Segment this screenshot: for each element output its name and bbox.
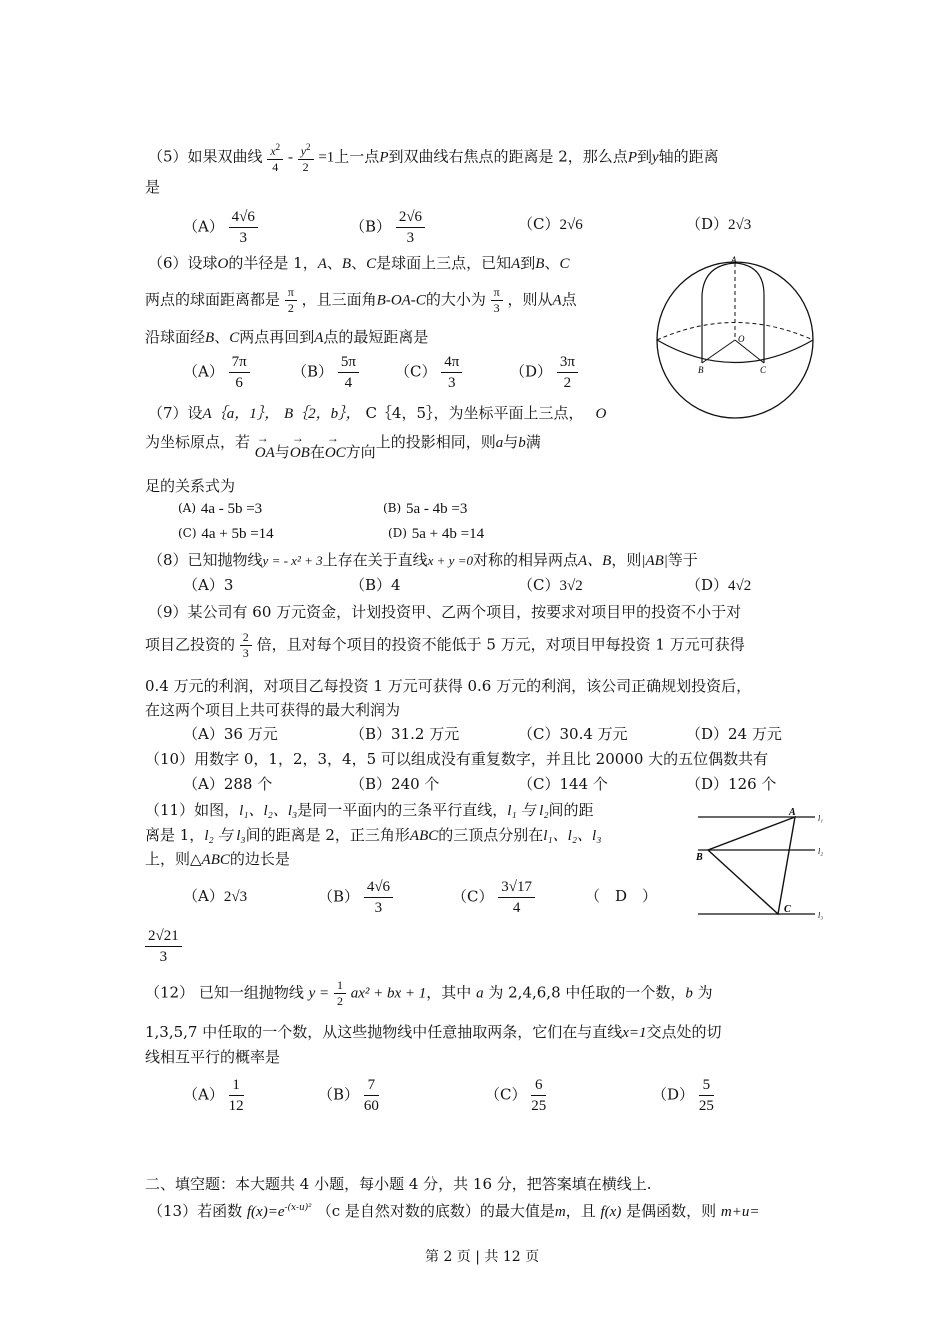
q7-text4: 与	[503, 433, 519, 451]
q6-option-a	[183, 352, 250, 393]
q12-option-a	[183, 1075, 244, 1116]
q13-text3: ，且	[565, 1202, 596, 1220]
q7-opt-d-label: (D)	[388, 526, 407, 540]
q11-abc2: ABC	[201, 852, 230, 868]
q7-o: O	[595, 406, 607, 422]
q5-opt-c-val: 2√6	[559, 217, 583, 233]
q6-frac-pi3: $\frac{\pi}{3}$	[491, 285, 503, 316]
tri-label-l2: l₂	[818, 847, 824, 856]
q13-text4: 是偶函数，则	[626, 1202, 717, 1220]
section-title: 二、填空题：本大题共 4 小题，每小题 4 分，共 16 分，把答案填在横线上.	[145, 1175, 652, 1193]
sphere-label-a: A	[731, 255, 737, 265]
q13-mu: m+u=	[720, 1204, 760, 1220]
q6-dihedral: B-OA-C	[376, 292, 426, 309]
q7-zai: 在	[309, 445, 325, 461]
q6-line2	[145, 285, 577, 316]
q5-text2: 上一点	[334, 147, 380, 166]
q6-text11: 两点再回到	[239, 328, 315, 346]
q11-text2: 是同一平面内的三条平行直线，	[297, 801, 508, 819]
q9-option-c: （C）30.4 万元	[518, 725, 628, 743]
q7-line2	[145, 432, 541, 461]
q7-point-a: A｛a，1｝，	[202, 406, 280, 422]
q5-p2: P	[627, 149, 637, 166]
q6-opt-d-frac: $\frac{3\pi}{2}$	[557, 352, 578, 393]
q12-opt-c-label: （C）	[485, 1085, 527, 1104]
q7-opt-a-val: 4a - 5b =3	[200, 501, 263, 517]
q7-opt-b-val: 5a - 4b =3	[405, 501, 468, 517]
q7-b: b	[518, 435, 526, 451]
q12-opt-c-frac: $\frac{6}{25}$	[531, 1077, 547, 1114]
q11-opt-b-label: （B）	[318, 887, 360, 906]
q13-line1	[148, 1198, 760, 1222]
q11-option-a	[183, 886, 247, 907]
q6-opt-a-frac: $\frac{7\pi}{6}$	[229, 352, 250, 393]
q5-option-a	[183, 207, 258, 248]
q9-line4: 在这两个项目上共可获得的最大利润为	[145, 701, 401, 719]
q11-text7: 上，则△	[145, 850, 202, 868]
q5-option-d	[686, 214, 751, 235]
q6-opt-c-label: （C）	[395, 362, 437, 381]
q6-text1: （6）设球	[148, 254, 218, 272]
q12-text1: （12） 已知一组抛物线	[145, 983, 304, 1002]
q6-opt-a-label: （A）	[183, 362, 224, 381]
q5-frac-x: $\frac{x^2}{4}$	[267, 140, 283, 175]
q6-c2: C	[559, 256, 570, 272]
q5-text: （5）如果双曲线	[148, 147, 263, 166]
q6-opt-d-label: （D）	[510, 362, 553, 381]
q7-vec-ob: OB	[289, 445, 310, 461]
q7-text2: 为坐标原点，若	[145, 433, 251, 451]
sphere-label-b: B	[698, 365, 704, 375]
q11-line3	[145, 849, 290, 870]
q12-text5: 1,3,5,7 中任取的一个数，从这些抛物线中任意抽取两条，它们在与直线	[145, 1023, 623, 1041]
q11-text4: 离是 1，	[145, 826, 205, 844]
q7-yu: 与	[274, 445, 290, 461]
q7-opt-a-label: (A)	[178, 501, 197, 515]
q5-opt-b-label: （B）	[350, 217, 392, 236]
q6-c3: C	[229, 330, 240, 346]
q7-point-b: B｛2，b｝，	[284, 406, 361, 422]
q5-opt-d-label: （D）	[686, 215, 729, 233]
q9-text1: 项目乙投资的	[145, 635, 236, 654]
q8-option-a	[183, 575, 233, 595]
q6-text6: ，且三面角	[301, 290, 377, 309]
q11-text6: 的三顶点分别在	[438, 826, 544, 844]
q7-option-c	[178, 523, 274, 544]
q7-point-c: C｛4，5｝，为坐标平面上三点，	[365, 404, 584, 422]
q6-a4: A	[314, 330, 324, 346]
q13-m: m	[554, 1204, 566, 1220]
q7-vec-oc: OC	[324, 445, 346, 461]
q6-option-c	[395, 352, 462, 393]
q11-abc: ABC	[409, 828, 439, 844]
q6-frac-pi2: $\frac{\pi}{2}$	[285, 285, 297, 316]
q11-option-d-label: （ D ）	[585, 887, 658, 905]
q11-opt-c-label: （C）	[452, 887, 494, 906]
q8-option-c	[518, 575, 583, 596]
q8-option-d	[686, 575, 751, 596]
q11-text3: 间的距	[548, 801, 594, 819]
q11-option-b	[318, 877, 393, 918]
q8-opt-a-label: （A）	[183, 576, 224, 594]
q13-text2: （c 是自然对数的底数）的最大值是	[316, 1202, 555, 1220]
q12-option-b	[318, 1075, 379, 1116]
q8-opt-b-label: （B）	[350, 576, 392, 594]
q7-option-d	[388, 523, 484, 544]
q6-a2: A	[511, 256, 521, 272]
q5-text4: 到	[636, 147, 652, 166]
q8-opt-c-label: （C）	[518, 576, 560, 594]
q11-line1	[145, 800, 594, 821]
q11-opt-c-frac: $\frac{3√17}{4}$	[498, 877, 535, 918]
q12-opt-d-frac: $\frac{5}{25}$	[698, 1077, 714, 1114]
q13-exp: -(x-u)²	[284, 1203, 312, 1213]
q7-vector-expr	[255, 443, 376, 463]
q7-vec-oa: OA	[254, 445, 275, 461]
q5-opt-c-label: （C）	[518, 215, 560, 233]
q6-c: C	[366, 256, 377, 272]
q7-opt-d-val: 5a + 4b =14	[411, 526, 485, 542]
page-number: 第 2 页 | 共 12 页	[425, 1249, 540, 1265]
q9-line2	[145, 630, 745, 661]
q6-option-d	[510, 352, 578, 393]
q12-a: a	[476, 985, 484, 1002]
q12-line2	[145, 1022, 722, 1043]
q10-option-c: （C）144 个	[518, 775, 608, 793]
q8-text2: 上存在关于直线	[322, 551, 428, 569]
q8-opt-a-val: 3	[223, 576, 234, 594]
q12-eq-pre: y =	[308, 985, 330, 1002]
q12-x1: x=1	[622, 1025, 647, 1041]
q5-option-c	[518, 214, 583, 235]
q12-text6: 交点处的切	[646, 1023, 722, 1041]
q5-minus: -	[287, 149, 293, 166]
q5-opt-a-frac: $\frac{4√6}{3}$	[229, 207, 258, 248]
q5-eq: =1	[318, 149, 335, 166]
q5-line1	[148, 140, 719, 175]
q9-option-a: （A）36 万元	[183, 725, 278, 743]
q9-line3: 0.4 万元的利润，对项目乙每投资 1 万元可获得 0.6 万元的利润，该公司正确规划投资后，	[145, 677, 752, 695]
q12-text2: ，其中	[426, 983, 472, 1002]
q6-text7: 的大小为	[425, 290, 486, 309]
q7-opt-c-val: 4a + 5b =14	[201, 526, 274, 542]
q7-opt-c-label: (C)	[178, 526, 197, 540]
q5-text3: 到双曲线右焦点的距离是 2，那么点	[388, 147, 628, 166]
q12-option-c	[485, 1075, 546, 1116]
q7-text5: 满	[525, 433, 541, 451]
q7-a: a	[495, 435, 504, 451]
tri-label-c: C	[784, 904, 791, 915]
q6-a3: A	[552, 292, 562, 309]
q6-text2: 的半径是 1，	[228, 254, 318, 272]
sphere-label-o: O	[738, 334, 745, 344]
q11-option-c	[452, 877, 535, 918]
q11-text1: （11）如图，	[145, 801, 240, 819]
q10-option-b: （B）240 个	[350, 775, 440, 793]
q11-text5: 间的距离是 2，正三角形	[245, 826, 410, 844]
q6-text3: 是球面上三点，已知	[376, 254, 512, 272]
q8-opt-d-label: （D）	[686, 576, 729, 594]
q8-line1	[148, 550, 698, 571]
tri-label-b: B	[696, 852, 703, 863]
q11-l1l2: l₁ 与 l₂	[507, 803, 549, 819]
q6-text5: 两点的球面距离都是	[145, 290, 281, 309]
q5-text5: 轴的距离	[658, 147, 719, 166]
q5-line2: 是	[145, 178, 161, 196]
q6-b2: B	[535, 256, 545, 272]
q7-option-a	[178, 498, 262, 519]
q7-opt-b-label: (B)	[383, 501, 402, 515]
q12-text4: 为	[697, 983, 713, 1002]
q8-abs-ab: |AB|	[641, 553, 668, 569]
q11-lines: l₁、l₂、l₃	[239, 803, 298, 819]
q6-o: O	[217, 256, 229, 272]
q7-text3: 上的投影相同，则	[375, 433, 496, 451]
q11-opt-b-frac: $\frac{4√6}{3}$	[364, 877, 393, 918]
q6-option-b	[292, 352, 359, 393]
q12-option-d	[652, 1075, 714, 1116]
q8-text4: ，则	[611, 551, 642, 569]
q6-sep2: 、	[351, 254, 367, 272]
q12-opt-a-frac: $\frac{1}{12}$	[228, 1077, 244, 1114]
q13-fx2: f(x)	[600, 1204, 622, 1220]
q6-b: B	[341, 256, 352, 272]
q5-opt-b-frac: $\frac{2√6}{3}$	[396, 207, 425, 248]
equator-back	[657, 323, 813, 341]
q6-text4: 到	[520, 254, 536, 272]
q9-text2: 倍，且对每个项目的投资不能低于 5 万元，对项目甲每投资 1 万元可获得	[256, 635, 745, 654]
q6-line3	[145, 327, 428, 348]
q6-text10: 沿球面经	[145, 328, 206, 346]
q8-opt-c-val: 3√2	[559, 578, 583, 594]
q10-option-a: （A）288 个	[183, 775, 273, 793]
q11-l2l3: l₂ 与 l₃	[204, 828, 246, 844]
q8-text5: 等于	[667, 551, 698, 569]
q8-opt-d-val: 4√2	[728, 578, 752, 594]
q6-line1	[148, 253, 570, 274]
q6-b3: B	[205, 330, 215, 346]
q11-option-d	[145, 926, 182, 967]
q7-option-b	[383, 498, 467, 519]
q5-opt-a-label: （A）	[183, 217, 224, 236]
q7-line1	[148, 403, 606, 424]
q12-line1	[145, 978, 713, 1009]
q12-text3: 为 2,4,6,8 中任取的一个数，	[488, 983, 686, 1002]
tri-label-l1: l₁	[818, 814, 824, 823]
q12-line3: 线相互平行的概率是	[145, 1048, 281, 1066]
q5-opt-d-val: 2√3	[728, 217, 752, 233]
equator-front	[657, 340, 813, 363]
q6-text12: 点的最短距离是	[323, 328, 429, 346]
q6-sep3: 、	[544, 254, 560, 272]
sphere-figure	[652, 255, 822, 425]
q11-opt-a-val: 2√3	[223, 889, 248, 905]
arc-ac	[735, 263, 764, 363]
q6-opt-b-frac: $\frac{5\pi}{4}$	[338, 352, 359, 393]
triangle-abc	[708, 817, 795, 914]
q6-sep4: 、	[214, 328, 230, 346]
q8-text3: 对称的相异两点	[472, 551, 578, 569]
tri-label-a: A	[789, 807, 796, 818]
q13-fx: f(x)=e	[246, 1204, 285, 1220]
q12-frac: $\frac{1}{2}$	[334, 978, 346, 1009]
q10-option-d: （D）126 个	[686, 775, 777, 793]
q11-text8: 的边长是	[229, 850, 290, 868]
q8-line: x + y =0	[427, 553, 473, 568]
q8-text1: （8）已知抛物线	[148, 551, 263, 569]
q13-text1: （13）若函数	[148, 1202, 243, 1220]
q11-line2	[145, 825, 601, 846]
tri-label-l3: l₃	[818, 911, 824, 920]
q8-curve: y = - x² + 3	[262, 553, 323, 568]
q12-eq-post: ax² + bx + 1	[350, 985, 427, 1002]
q9-option-b: （B）31.2 万元	[350, 725, 460, 743]
q9-option-d: （D）24 万元	[686, 725, 782, 743]
sphere-label-c: C	[760, 365, 767, 375]
triangle-figure	[690, 800, 835, 928]
q5-p: P	[379, 149, 389, 166]
q9-line1: （9）某公司有 60 万元资金，计划投资甲、乙两个项目，按要求对项目甲的投资不小于对	[148, 603, 742, 621]
arc-ab	[702, 263, 735, 363]
q8-ab: A、B	[577, 553, 612, 569]
q11-opt-a-label: （A）	[183, 887, 224, 905]
q9-frac: $\frac{2}{3}$	[240, 630, 252, 661]
q7-line3: 足的关系式为	[145, 477, 236, 495]
q6-a: A	[317, 256, 327, 272]
q12-opt-d-label: （D）	[652, 1085, 695, 1104]
q8-option-b	[350, 575, 401, 595]
q12-b: b	[685, 985, 693, 1002]
q6-text9: 点	[561, 290, 577, 309]
q7-dir: 方向	[345, 445, 376, 461]
q5-frac-y: $\frac{y^2}{2}$	[298, 140, 314, 175]
q12-opt-a-label: （A）	[183, 1085, 224, 1104]
q6-opt-b-label: （B）	[292, 362, 334, 381]
q6-sep1: 、	[326, 254, 342, 272]
q7-text1: （7）设	[148, 404, 203, 422]
q12-opt-b-label: （B）	[318, 1085, 360, 1104]
q6-opt-c-frac: $\frac{4\pi}{3}$	[441, 352, 462, 393]
q8-opt-b-val: 4	[391, 576, 401, 594]
q11-opt-d-frac: $\frac{2√21}{3}$	[145, 926, 182, 967]
q11-lines2: l₁、l₂、l₃	[543, 828, 602, 844]
q5-y: y	[652, 149, 659, 166]
q6-text8: ，则从	[507, 290, 553, 309]
radius-ob	[702, 340, 735, 363]
q10-line1: （10）用数字 0，1，2，3，4，5 可以组成没有重复数字，并且比 20000 大的五位偶数共有	[145, 750, 769, 768]
q12-opt-b-frac: $\frac{7}{60}$	[363, 1077, 379, 1114]
q5-option-b	[350, 207, 425, 248]
